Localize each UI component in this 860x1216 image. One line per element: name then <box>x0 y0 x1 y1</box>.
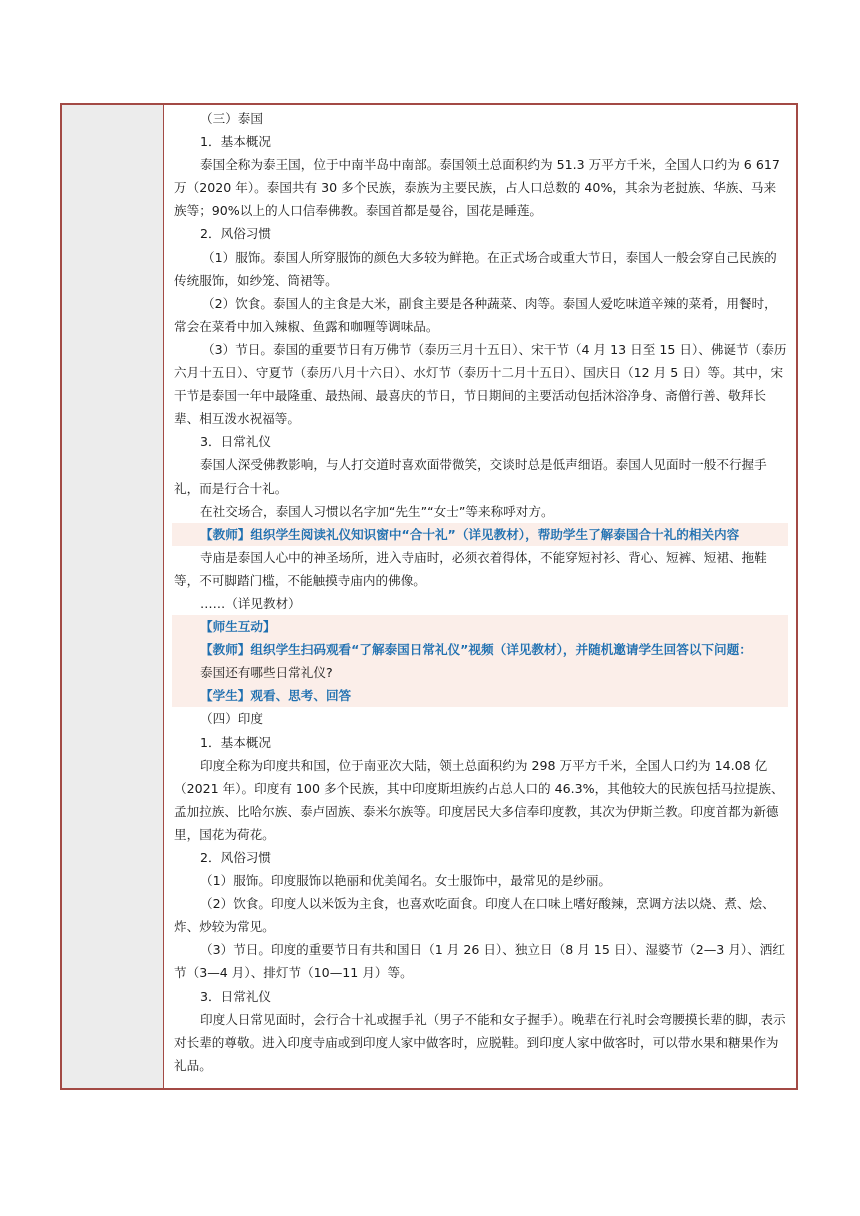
section-heading-thailand: （三）泰国 <box>200 111 263 126</box>
teacher-note-highlight: 【教师】组织学生阅读礼仪知识窗中“合十礼”（详见教材），帮助学生了解泰国合十礼的相关内容 <box>172 523 788 546</box>
interaction-student: 【学生】观看、思考、回答 <box>172 684 788 707</box>
interaction-block <box>172 615 788 707</box>
content-cell <box>163 105 796 1088</box>
interaction-question: 泰国还有哪些日常礼仪? <box>172 661 788 684</box>
paragraph: 印度人日常见面时，会行合十礼或握手礼（男子不能和女子握手）。晚辈在行礼时会弯腰摸长辈的脚，表示对长辈的尊敬。进入印度寺庙或到印度人家中做客时，应脱鞋。到印度人家中做客时，可以带水果和糖果作为礼品。 <box>174 1011 786 1073</box>
paragraph: 泰国全称为泰王国，位于中南半岛中南部。泰国领土总面积约为 51.3 万平方千米，全国人口约为 6 617 万（2020 年）。泰国共有 30 多个民族，泰族为主要民族，占人口总数的 40%，其余为老挝族、华族、马来族等；90%以上的人口信奉佛教。泰国首都是曼谷，国花是睡莲。 <box>174 157 780 219</box>
paragraph: 在社交场合，泰国人习惯以名字加“先生”“女士”等来称呼对方。 <box>200 503 554 519</box>
paragraph: 寺庙是泰国人心中的神圣场所，进入寺庙时，必须衣着得体，不能穿短衬衫、背心、短裤、短裙、拖鞋等，不可脚踏门槛，不能触摸寺庙内的佛像。 <box>174 549 767 588</box>
paragraph: 印度全称为印度共和国，位于南亚次大陆，领土总面积约为 298 万平方千米，全国人口约为 14.08 亿（2021 年）。印度有 100 多个民族，其中印度斯坦族约占总人口的 46.3%，其他较大的民族包括马拉提族、孟加拉族、比哈尔族、泰卢固族、泰米尔族等。印度居民大多信奉印度教，其次为伊斯兰教。印度首都为新德里，国花为荷花。 <box>174 757 784 842</box>
interaction-title: 【师生互动】 <box>172 615 788 638</box>
paragraph: （3）节日。印度的重要节日有共和国日（1 月 26 日）、独立日（8 月 15 日）、湿婆节（2—3 月）、洒红节（3—4 月）、排灯节（10—11 月）等。 <box>174 942 785 981</box>
left-column-cell <box>62 105 164 1088</box>
paragraph: （3）节日。泰国的重要节日有万佛节（泰历三月十五日）、宋干节（4 月 13 日至 15 日）、佛诞节（泰历六月十五日）、守夏节（泰历八月十六日）、水灯节（泰历十二月十五日）、国庆日（12 月 5 日）等。其中，宋干节是泰国一年中最隆重、最热闹、最喜庆的节日，节日期间的主要活动包括沐浴净身、斋僧行善、敬拜长辈、相互泼水祝福等。 <box>174 341 787 427</box>
paragraph: （1）服饰。泰国人所穿服饰的颜色大多较为鲜艳。在正式场合或重大节日，泰国人一般会穿自己民族的传统服饰，如纱笼、筒裙等。 <box>174 249 777 288</box>
paragraph: ……（详见教材） <box>200 595 301 611</box>
paragraph: （2）饮食。印度人以米饭为主食，也喜欢吃面食。印度人在口味上嗜好酸辣，烹调方法以烧、煮、烩、炸、炒较为常见。 <box>174 896 775 935</box>
subheading-basic-overview: 1．基本概况 <box>200 734 271 750</box>
section-heading-india: （四）印度 <box>200 711 263 727</box>
subheading-customs: 2．风俗习惯 <box>200 850 271 865</box>
paragraph: 泰国人深受佛教影响，与人打交道时喜欢面带微笑，交谈时总是低声细语。泰国人见面时一般不行握手礼，而是行合十礼。 <box>174 457 767 496</box>
paragraph: （1）服饰。印度服饰以艳丽和优美闻名。女士服饰中，最常见的是纱丽。 <box>200 873 612 889</box>
subheading-etiquette: 3．日常礼仪 <box>200 434 271 450</box>
lesson-table <box>60 103 798 1090</box>
subheading-etiquette: 3．日常礼仪 <box>200 988 271 1004</box>
paragraph: （2）饮食。泰国人的主食是大米，副食主要是各种蔬菜、肉等。泰国人爱吃味道辛辣的菜肴，用餐时，常会在菜肴中加入辣椒、鱼露和咖喱等调味品。 <box>174 295 777 334</box>
interaction-teacher: 【教师】组织学生扫码观看“了解泰国日常礼仪”视频（详见教材），并随机邀请学生回答以下问题： <box>172 638 788 661</box>
subheading-customs: 2．风俗习惯 <box>200 226 271 242</box>
subheading-basic-overview: 1．基本概况 <box>200 134 271 150</box>
